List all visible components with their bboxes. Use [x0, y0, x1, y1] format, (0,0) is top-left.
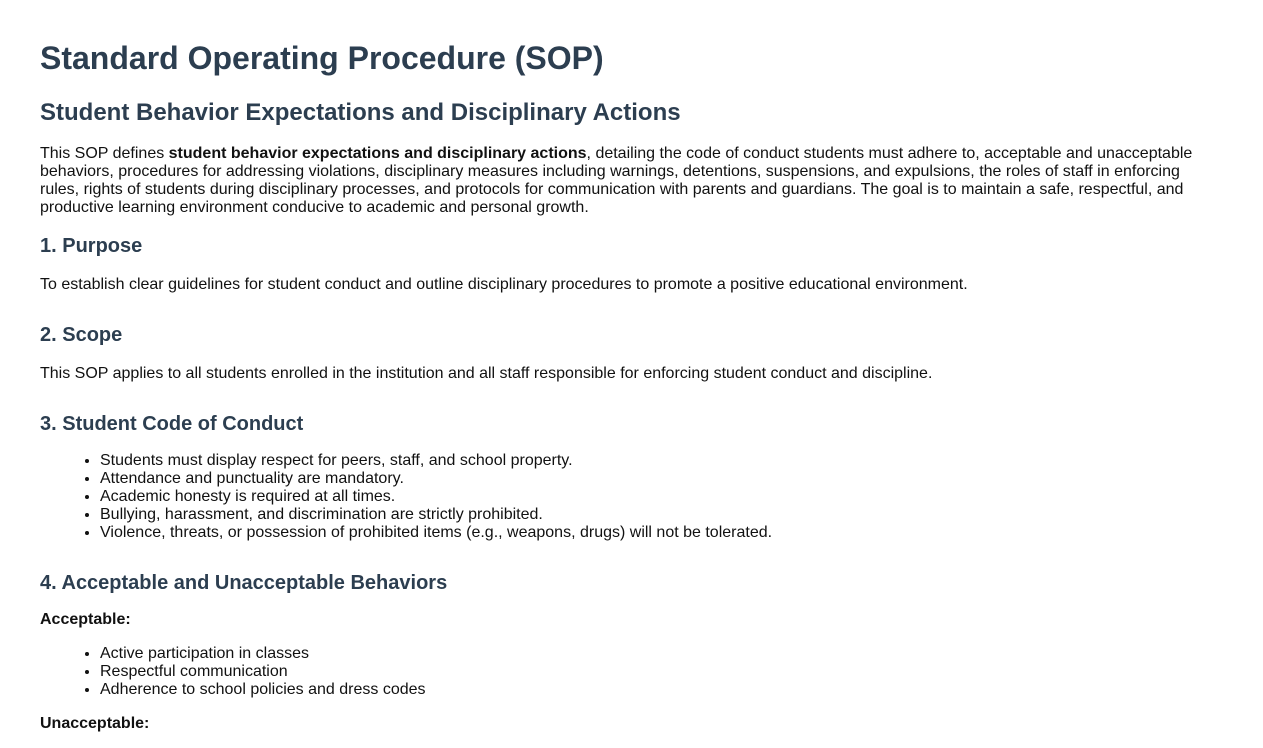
section-behaviors: [40, 572, 1223, 733]
list-item: • Violence, threats, or possession of prohibited items (e.g., weapons, drugs) will not be tolerated.: [100, 524, 1223, 542]
intro-paragraph: [40, 145, 1223, 217]
section-purpose: [40, 235, 1223, 294]
section-text: This SOP applies to all students enrolled in the institution and all staff responsible for enforcing student conduct and discipline.: [40, 365, 933, 382]
intro-suffix: , detailing the code of conduct students must adhere to, acceptable and unacceptable behaviors, procedures for addressing violations, disciplinary measures including warnings, detentions, suspensions, and expulsions, the roles of staff in enforcing rules, rights of students during disciplinary processes, and protocols for communication with parents and guardians. The goal is to maintain a safe, respectful, and productive learning environment conducive to academic and personal growth.: [40, 145, 1193, 216]
section-scope: [40, 324, 1223, 383]
acceptable-label: Acceptable:: [40, 611, 131, 628]
list-item: • Attendance and punctuality are mandatory.: [100, 470, 1223, 488]
acceptable-list: [40, 645, 1223, 699]
conduct-list: [40, 452, 1223, 542]
page-title: Standard Operating Procedure (SOP): [40, 40, 604, 76]
section-text: To establish clear guidelines for student conduct and outline disciplinary procedures to promote a positive educational environment.: [40, 276, 968, 293]
section-code-of-conduct: [40, 413, 1223, 542]
list-item: • Students must display respect for peers, staff, and school property.: [100, 452, 1223, 470]
list-item: • Respectful communication: [100, 663, 1223, 681]
section-heading: 2. Scope: [40, 324, 123, 346]
page-subtitle: Student Behavior Expectations and Disciplinary Actions: [40, 99, 681, 126]
list-item: • Bullying, harassment, and discrimination are strictly prohibited.: [100, 506, 1223, 524]
section-heading: 3. Student Code of Conduct: [40, 413, 304, 435]
section-heading: 1. Purpose: [40, 235, 143, 257]
unacceptable-label: Unacceptable:: [40, 715, 150, 732]
list-item: • Academic honesty is required at all times.: [100, 488, 1223, 506]
list-item: • Adherence to school policies and dress codes: [100, 681, 1223, 699]
intro-prefix: This SOP defines: [40, 145, 169, 162]
list-item: • Active participation in classes: [100, 645, 1223, 663]
intro-bold-phrase: student behavior expectations and disciplinary actions: [168, 145, 587, 162]
section-heading: 4. Acceptable and Unacceptable Behaviors: [40, 572, 448, 594]
